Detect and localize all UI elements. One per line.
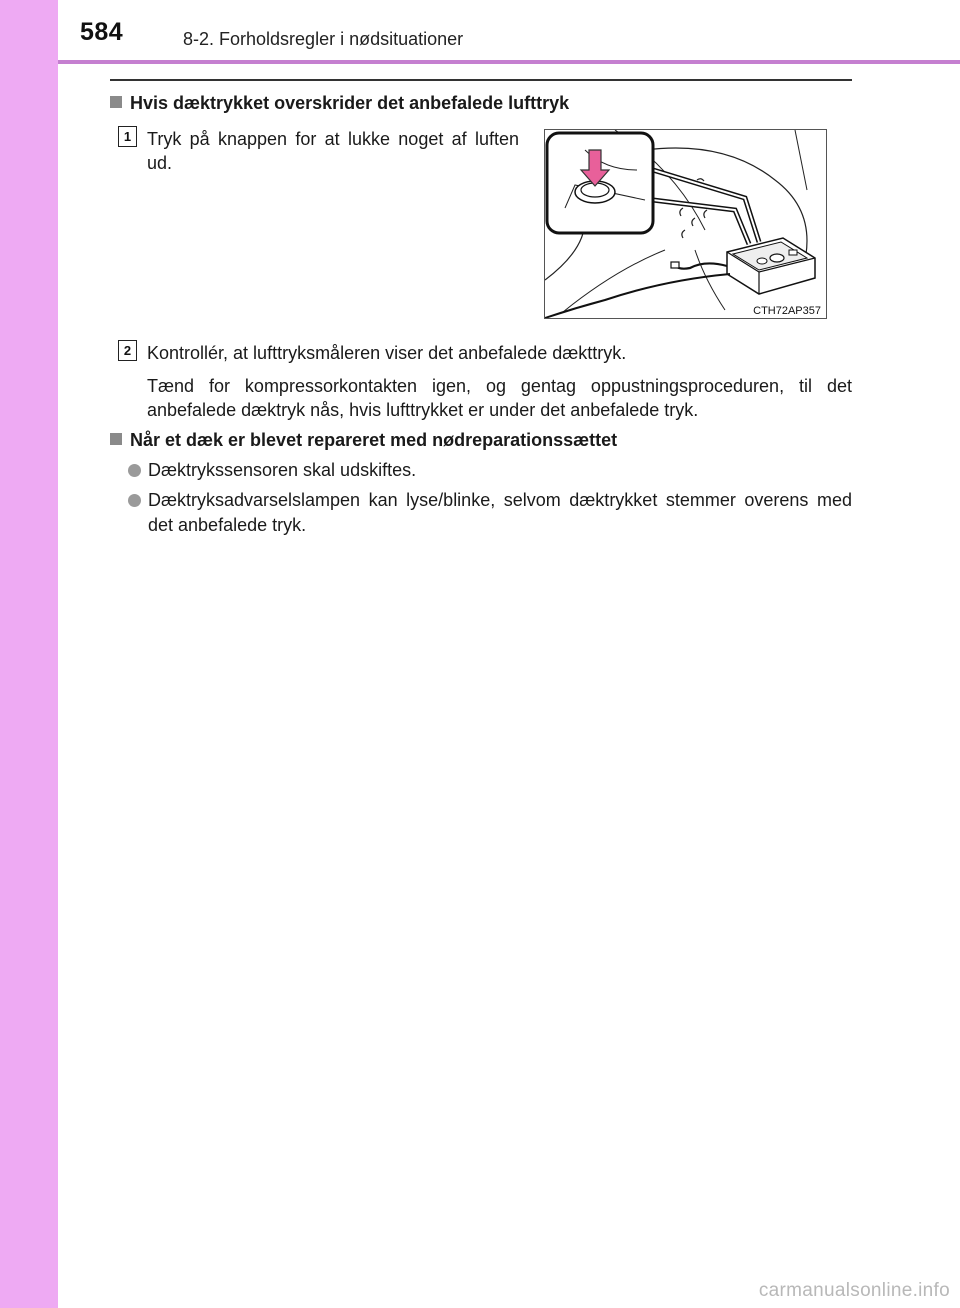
square-bullet-icon [110,433,122,445]
step-1-text: Tryk på knappen for at lukke noget af luften ud. [147,129,519,173]
section-heading-overpressure [110,93,569,114]
compressor-illustration [544,129,827,319]
pressure-release-button-drawing [545,130,826,318]
section-heading-repaired [110,430,617,451]
list-item-text: Dæktryksadvarselslampen kan lyse/blinke, selvom dæktrykket stemmer overens med det anbefalede tryk. [148,490,852,535]
list-item [128,458,852,483]
step-number-badge: 1 [118,126,137,147]
circle-bullet-icon [128,464,141,477]
square-bullet-icon [110,96,122,108]
circle-bullet-icon [128,494,141,507]
header-divider [58,60,960,64]
list-item [128,488,852,538]
page-number: 584 [80,18,124,46]
site-watermark: carmanualsonline.info [758,1280,950,1301]
list-item-text: Dæktrykssensoren skal udskiftes. [148,460,417,480]
figure-code: CTH72AP357 [753,305,821,317]
step-2-text: Kontrollér, at lufttryksmåleren viser det anbefalede dækttryk. [147,343,627,363]
section-heading-text: Hvis dæktrykket overskrider det anbefalede lufttryk [130,93,570,113]
chapter-title: 8-2. Forholdsregler i nødsituationer [183,29,464,49]
step-number-badge: 2 [118,340,137,361]
section-heading-text: Når et dæk er blevet repareret med nødreparationssættet [130,430,618,450]
step-2-note: Tænd for kompressorkontakten igen, og gentag oppustningsproceduren, til det anbefalede dæktryk nås, hvis lufttrykket er under det anbefalede tryk. [147,376,852,420]
side-tab-bar [0,0,58,1308]
content-divider [110,79,852,81]
